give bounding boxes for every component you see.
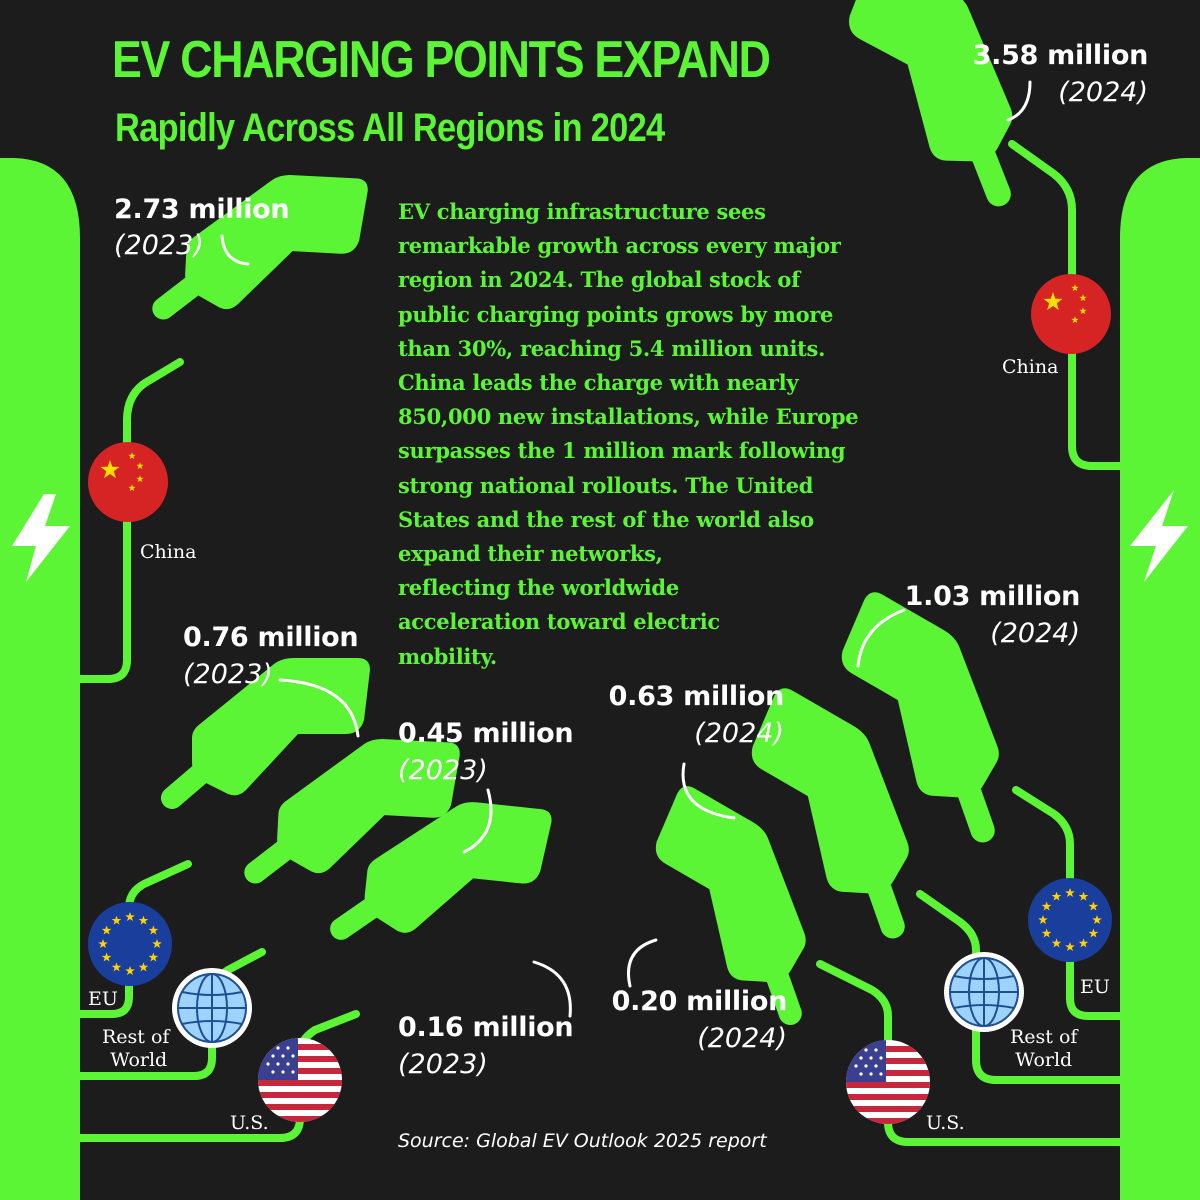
description-line: expand their networks, — [398, 541, 663, 567]
value-china-2024: 3.58 million — [972, 40, 1148, 71]
description-line: acceleration toward electric — [398, 609, 720, 635]
source-note: Source: Global EV Outlook 2025 report — [398, 1130, 767, 1152]
right-side-panel — [1120, 158, 1200, 1200]
left-side-panel — [0, 158, 80, 1200]
year-us-2023: (2023) — [398, 1049, 488, 1080]
title-line-2: Rapidly Across All Regions in 2024 — [115, 106, 665, 150]
description-line: surpasses the 1 million mark following — [398, 438, 846, 464]
region-label-row-line1: Rest of — [102, 1026, 170, 1048]
eu-flag-icon-right — [1028, 878, 1112, 962]
year-eu-2023: (2023) — [183, 659, 273, 690]
description-line: States and the rest of the world also — [398, 506, 814, 532]
value-eu-2023: 0.76 million — [183, 622, 359, 653]
china-flag-icon-left — [88, 442, 168, 522]
globe-icon-left — [172, 968, 252, 1048]
description-line: than 30%, reaching 5.4 million units. — [398, 335, 826, 361]
value-row-2023: 0.45 million — [398, 718, 574, 749]
value-row-2024: 0.63 million — [608, 681, 784, 712]
value-china-2023: 2.73 million — [114, 194, 290, 225]
us-flag-icon-right — [846, 1040, 930, 1124]
year-row-2023: (2023) — [398, 755, 488, 786]
description-line: strong national rollouts. The United — [398, 472, 814, 498]
region-label-row-left — [102, 1026, 169, 1072]
description — [398, 195, 958, 674]
eu-flag-icon-left — [88, 902, 172, 986]
charging-plug-icon-china-2024 — [803, 0, 1072, 194]
year-us-2024: (2024) — [697, 1023, 787, 1054]
description-line: region in 2024. The global stock of — [398, 267, 800, 293]
year-eu-2024: (2024) — [990, 618, 1080, 649]
year-china-2023: (2023) — [114, 230, 204, 261]
year-china-2024: (2024) — [1058, 77, 1148, 108]
region-label-china-left: China — [140, 541, 197, 563]
description-line: mobility. — [398, 643, 497, 669]
globe-icon-right — [944, 952, 1024, 1032]
description-line: EV charging infrastructure sees — [398, 199, 766, 224]
value-us-2023: 0.16 million — [398, 1012, 574, 1043]
callout-line-us-2023 — [534, 962, 570, 1016]
region-label-row-right — [1010, 1026, 1077, 1072]
description-line: reflecting the worldwide — [398, 575, 679, 601]
region-label-us-left: U.S. — [230, 1112, 269, 1134]
china-flag-icon-right — [1031, 274, 1111, 354]
callout-line-us-2024 — [628, 940, 656, 986]
us-flag-icon-left — [258, 1038, 342, 1122]
description-line: China leads the charge with nearly — [398, 370, 799, 396]
region-label-us-right: U.S. — [926, 1112, 965, 1134]
value-eu-2024: 1.03 million — [904, 581, 1080, 612]
region-label-china-right: China — [1002, 356, 1059, 378]
region-label-row-line1: Rest of — [1010, 1026, 1078, 1048]
region-label-eu-right: EU — [1080, 976, 1110, 998]
region-label-row-line2: World — [110, 1049, 168, 1071]
description-line: public charging points grows by more — [398, 301, 834, 327]
value-us-2024: 0.20 million — [611, 986, 787, 1017]
title-line-1: EV CHARGING POINTS EXPAND — [112, 31, 770, 89]
description-line: remarkable growth across every major — [398, 233, 841, 259]
year-row-2024: (2024) — [694, 718, 784, 749]
region-label-row-line2: World — [1015, 1049, 1073, 1071]
region-label-eu-left: EU — [88, 988, 118, 1010]
description-line: 850,000 new installations, while Europe — [398, 404, 859, 430]
